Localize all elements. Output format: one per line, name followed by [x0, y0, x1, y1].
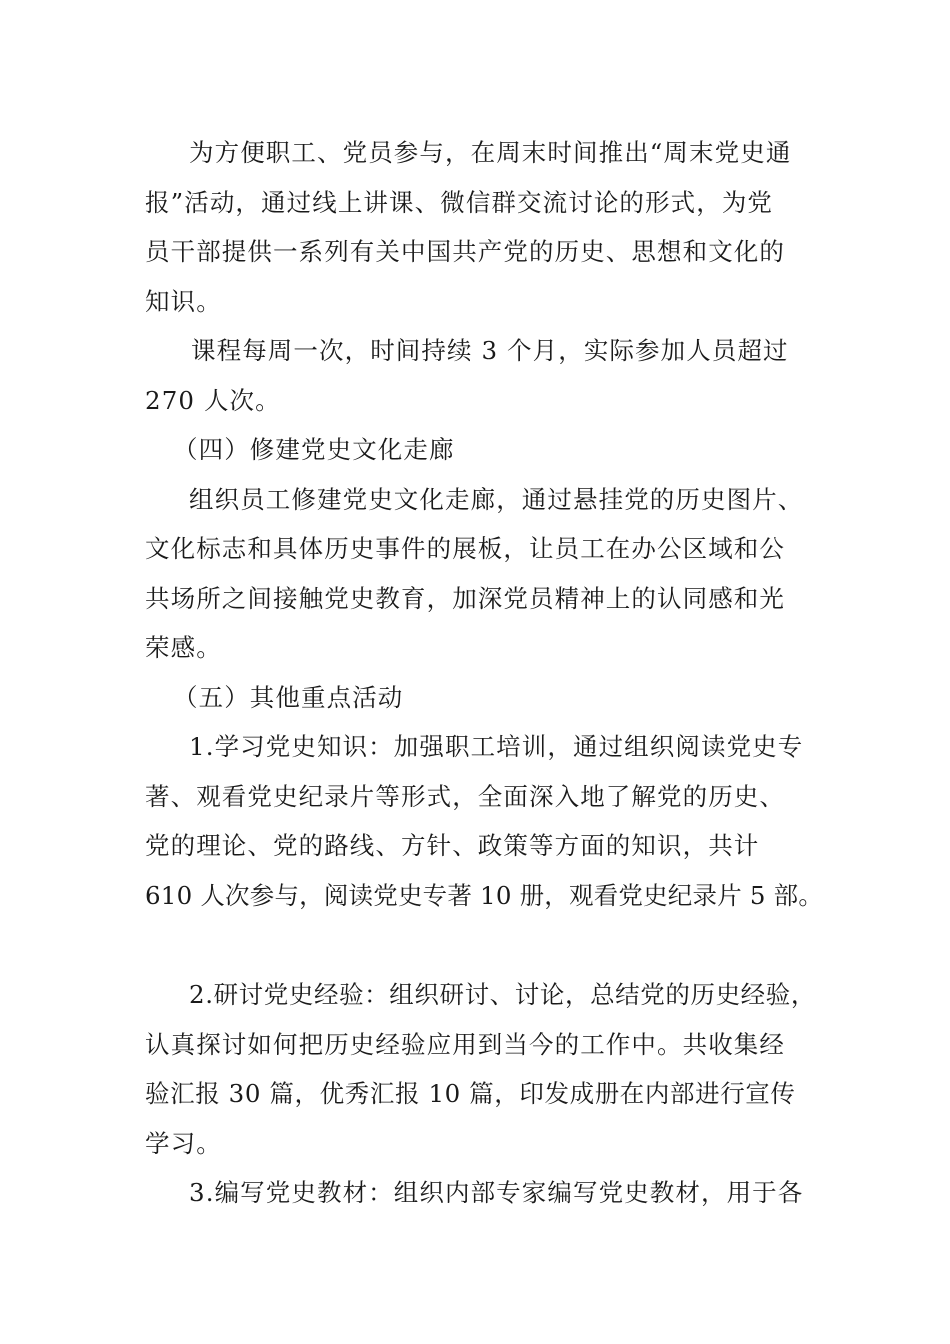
text-line: 610 人次参与，阅读党史专著 10 册，观看党史纪录片 5 部。 [145, 880, 824, 910]
section-heading-4: （四）修建党史文化走廊 [173, 435, 455, 464]
paragraph-course-frequency [145, 326, 835, 425]
text-line: 验汇报 30 篇，优秀汇报 10 篇，印发成册在内部进行宣传 [145, 1079, 796, 1108]
paragraph-discuss-experience [145, 970, 835, 1168]
document-body [145, 128, 835, 1218]
text-line: 组织员工修建党史文化走廊，通过悬挂党的历史图片、 [189, 484, 804, 514]
text-line: 为方便职工、党员参与，在周末时间推出“周末党史通 [189, 138, 792, 167]
paragraph-gap [145, 920, 835, 970]
text-line: 党的理论、党的路线、方针、政策等方面的知识，共计 [145, 831, 760, 860]
paragraph-weekend-bulletin [145, 128, 835, 326]
text-line: 1.学习党史知识：加强职工培训，通过组织阅读党史专 [189, 732, 804, 761]
text-line: 学习。 [145, 1128, 222, 1158]
text-line: 课程每周一次，时间持续 3 个月，实际参加人员超过 [191, 336, 789, 365]
text-line: 3.编写党史教材：组织内部专家编写党史教材，用于各 [189, 1178, 804, 1207]
text-line: 著、观看党史纪录片等形式，全面深入地了解党的历史、 [145, 781, 785, 811]
text-line: 员干部提供一系列有关中国共产党的历史、思想和文化的 [145, 237, 785, 266]
text-line: 270 人次。 [145, 385, 281, 415]
section-heading-5: （五）其他重点活动 [173, 682, 404, 712]
text-line: 报”活动，通过线上讲课、微信群交流讨论的形式，为党 [145, 187, 774, 217]
text-line: 共场所之间接触党史教育，加深党员精神上的认同感和光 [145, 583, 785, 613]
text-line: 2.研讨党史经验：组织研讨、讨论，总结党的历史经验， [189, 980, 816, 1009]
paragraph-study-history [145, 722, 835, 920]
text-line: 荣感。 [145, 633, 222, 662]
text-line: 知识。 [145, 286, 222, 316]
paragraph-corridor [145, 475, 835, 673]
paragraph-write-textbook [145, 1168, 835, 1218]
text-line: 认真探讨如何把历史经验应用到当今的工作中。共收集经 [145, 1029, 785, 1059]
text-line: 文化标志和具体历史事件的展板，让员工在办公区域和公 [145, 534, 785, 563]
